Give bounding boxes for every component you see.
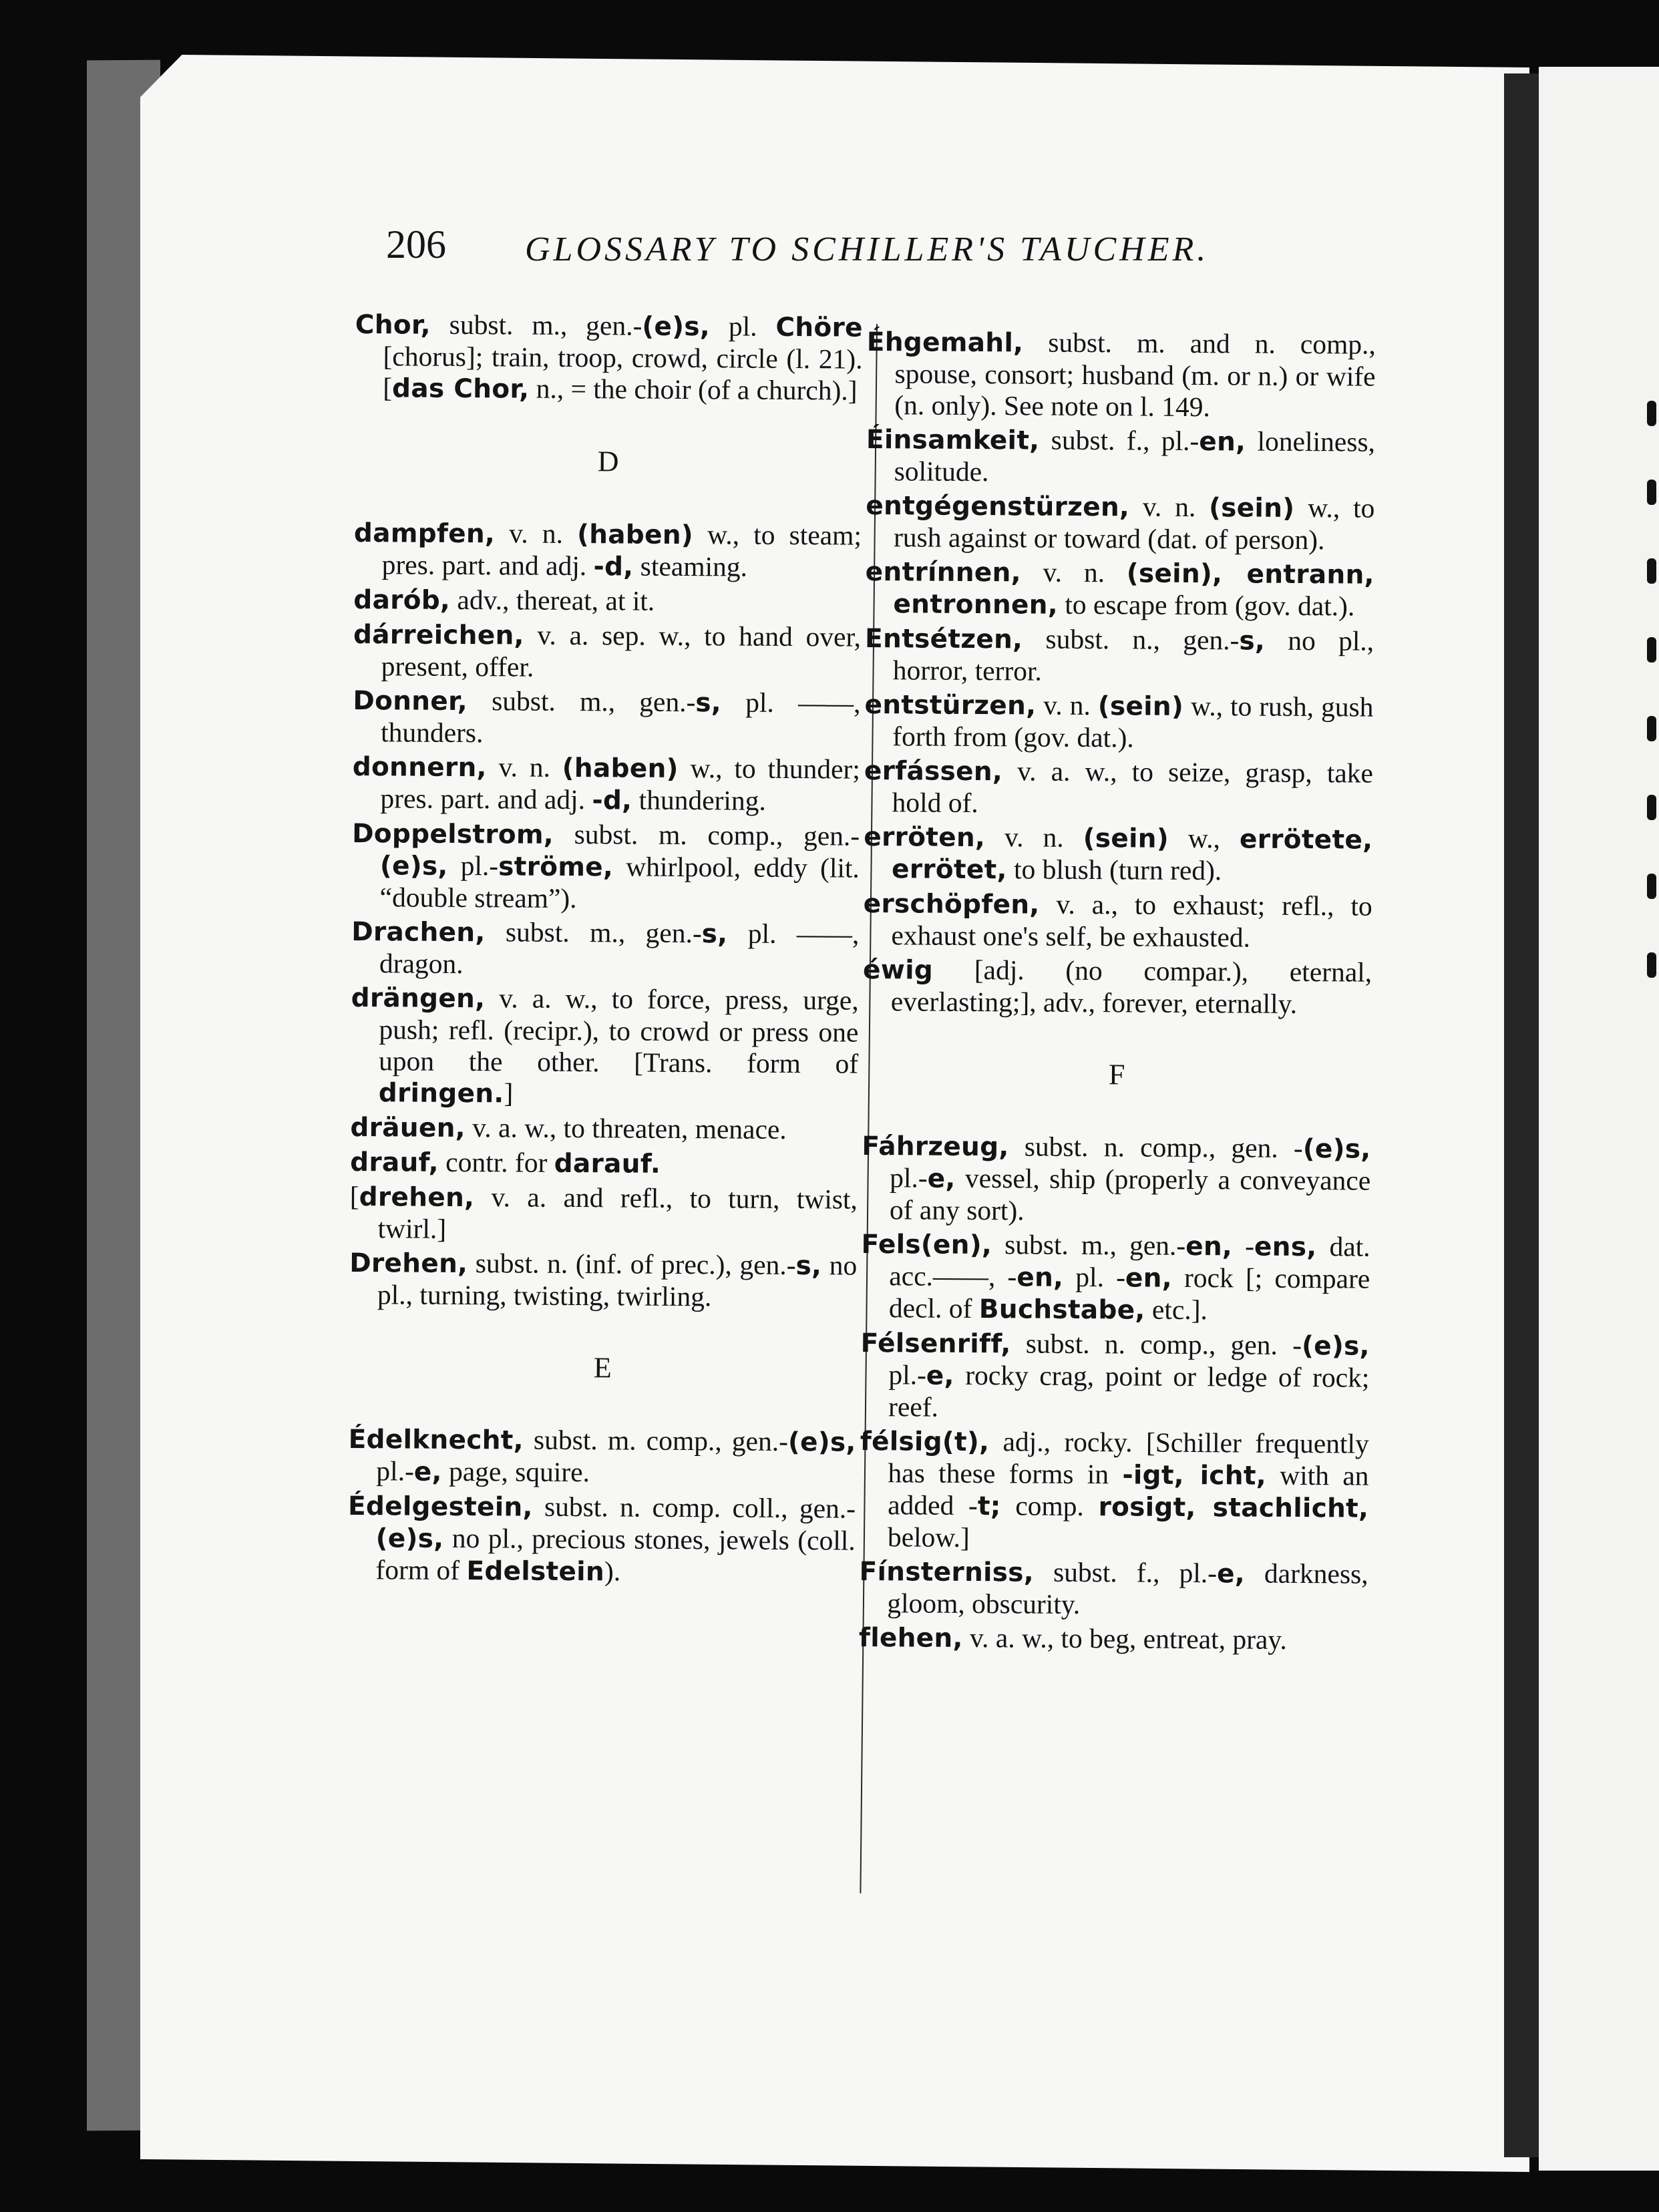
glossary-entry	[859, 1622, 1368, 1657]
bold-term: erfássen,	[864, 755, 1003, 787]
definition-text: v. n.	[494, 518, 578, 550]
definition-text: [	[349, 1180, 359, 1212]
bold-term: Doppelstrom,	[352, 818, 554, 850]
bold-term: Éinsamkeit,	[866, 424, 1040, 456]
definition-text: pl. ——, dragon.	[379, 918, 860, 980]
glossary-entry	[860, 1327, 1370, 1426]
glossary-entry	[353, 618, 862, 685]
definition-text: pl.	[709, 311, 776, 342]
definition-text: vessel, ship (properly a conveyance of any sort).	[889, 1162, 1371, 1226]
bold-term: das Chor,	[391, 373, 530, 405]
bold-term: Édelknecht,	[348, 1424, 524, 1456]
bold-term: Fels(en),	[861, 1229, 992, 1261]
definition-text: subst. m., gen.-	[485, 916, 702, 949]
section-heading-d: D	[597, 445, 619, 478]
glossary-entry	[353, 685, 861, 751]
definition-text: pl.-	[888, 1359, 927, 1391]
glossary-entry	[865, 556, 1374, 623]
bold-term: Donner,	[353, 685, 468, 717]
bold-term: drauf,	[350, 1147, 439, 1178]
bold-term: félsig(t),	[860, 1426, 990, 1458]
bold-term: (sein)	[1208, 493, 1295, 524]
definition-text: whirlpool, eddy (lit. “double stream”).	[379, 851, 860, 914]
bold-term: Édelgestein,	[347, 1491, 533, 1523]
glossary-entry	[860, 1425, 1369, 1556]
definition-text: subst. n., gen.-	[1023, 623, 1240, 656]
definition-text: pl.-	[376, 1455, 414, 1487]
definition-text: v. n.	[1021, 556, 1127, 588]
right-column	[859, 326, 1376, 1660]
bold-term: (e)s,	[379, 851, 448, 882]
definition-text: w., to rush, gush forth from (gov. dat.).	[892, 690, 1374, 753]
definition-text: subst. n. comp., gen. -	[1008, 1131, 1303, 1164]
bold-term: (haben)	[576, 520, 694, 551]
bold-term: -d,	[592, 785, 632, 816]
bold-term: drehen,	[359, 1182, 475, 1214]
definition-text: subst. m. and n. comp., spouse, consort; husband (m. or n.) or wife (n. only). See note on l. 149.	[894, 327, 1376, 423]
book-gutter	[1504, 73, 1539, 2157]
definition-text: w., to steam; pres. part. and adj.	[381, 519, 862, 582]
glossary-entry	[865, 622, 1374, 689]
definition-text: pl.-	[447, 850, 499, 882]
bold-term: ens,	[1254, 1232, 1317, 1263]
glossary-entry	[863, 954, 1372, 1021]
entries-top-right	[863, 326, 1376, 1021]
glossary-entry	[866, 490, 1375, 556]
bold-term: entstürzen,	[864, 689, 1037, 721]
glossary-entry	[351, 817, 860, 916]
glossary-entry	[864, 689, 1374, 755]
bold-term: Entsétzen,	[865, 623, 1023, 655]
bold-term: dárreichen,	[353, 619, 524, 651]
definition-text: etc.].	[1145, 1294, 1208, 1326]
bold-term: Drehen,	[349, 1248, 468, 1280]
glossary-entry	[351, 916, 860, 982]
glossary-entry	[866, 326, 1376, 424]
running-title: GLOSSARY TO SCHILLER'S TAUCHER.	[525, 230, 1210, 268]
definition-text: page, squire.	[441, 1455, 590, 1488]
left-column	[347, 309, 863, 1592]
definition-text: v. a. w., to threaten, menace.	[465, 1112, 787, 1145]
definition-text: contr. for	[438, 1146, 554, 1178]
bold-term: (sein), entrann, entronnen,	[893, 558, 1374, 620]
bold-term: entrínnen,	[865, 556, 1021, 588]
bold-term: (sein)	[1083, 823, 1169, 854]
bold-term: (e)s,	[1302, 1134, 1371, 1165]
definition-text: rocky crag, point or ledge of rock; reef.	[888, 1359, 1370, 1423]
definition-text: subst. n. comp. coll., gen.-	[532, 1491, 856, 1524]
bold-term: t;	[977, 1491, 1001, 1522]
glossary-entry	[349, 1247, 858, 1314]
definition-text: v. a. w., to beg, entreat, pray.	[962, 1622, 1287, 1655]
bold-term: (e)s,	[375, 1523, 444, 1554]
bold-term: darauf.	[554, 1148, 661, 1179]
bold-term: Éhgemahl,	[866, 327, 1024, 359]
definition-text: comp.	[1000, 1490, 1099, 1522]
bold-term: (e)s,	[1301, 1331, 1370, 1362]
section-heading-f: F	[1108, 1058, 1125, 1091]
definition-text: subst. m. comp., gen.-	[523, 1424, 789, 1457]
bold-term: erröten,	[864, 821, 986, 854]
glossary-entry	[350, 1111, 858, 1147]
bold-term: en,	[1017, 1262, 1064, 1293]
definition-text: pl.-	[890, 1162, 928, 1193]
definition-text: v. a. sep. w., to hand over, present, offer.	[381, 619, 862, 683]
definition-text: v. n.	[984, 821, 1083, 853]
definition-text: w., to thunder; pres. part. and adj.	[380, 752, 860, 815]
definition-text: w.,	[1168, 822, 1240, 854]
bold-term: e,	[413, 1457, 442, 1487]
definition-text: v. a., to exhaust; refl., to exhaust one's self, be exhausted.	[891, 888, 1372, 953]
bold-term: donnern,	[352, 751, 487, 783]
definition-text: subst. m., gen.-	[467, 685, 696, 718]
definition-text: subst. m., gen.-	[991, 1229, 1186, 1261]
definition-text: rock [; compare decl. of	[888, 1262, 1370, 1324]
glossary-entry	[349, 1181, 858, 1248]
definition-text: subst. f., pl.-	[1039, 424, 1200, 457]
bold-term: flehen,	[858, 1622, 963, 1654]
page-header	[386, 222, 1254, 289]
bold-term: rosigt, stachlicht,	[1098, 1492, 1369, 1524]
definition-text: darkness, gloom, obscurity.	[887, 1557, 1368, 1620]
bold-term: (sein)	[1097, 691, 1184, 722]
bold-term: dräuen,	[350, 1112, 466, 1144]
bold-term: e,	[1216, 1559, 1246, 1590]
glossary-entry	[864, 821, 1373, 888]
definition-text: [chorus]; train, troop, crowd, circle (l. 21). [	[383, 341, 863, 403]
bold-term: Fínsterniss,	[859, 1556, 1035, 1588]
bold-term: drängen,	[351, 982, 486, 1015]
glossary-entry	[863, 888, 1372, 954]
bold-term: Chöre	[775, 312, 863, 343]
facing-page-text-edge	[1647, 401, 1659, 1937]
bold-term: s,	[795, 1251, 822, 1282]
bold-term: e,	[927, 1163, 956, 1194]
definition-text: no pl., turning, twisting, twirling.	[377, 1250, 858, 1312]
bold-term: éwig	[862, 954, 934, 986]
definition-text: adv., thereat, at it.	[449, 584, 655, 616]
glossary-entry	[862, 1130, 1371, 1229]
definition-text: pl. -	[1063, 1261, 1126, 1293]
definition-text: ).	[604, 1555, 621, 1587]
definition-text: v. n.	[1036, 689, 1098, 721]
definition-text: -	[1232, 1230, 1255, 1262]
bold-term: en,	[1199, 427, 1246, 457]
definition-text: [adj. (no compar.), eternal, everlasting;], adv., forever, eternally.	[890, 954, 1372, 1019]
bold-term: dampfen,	[353, 518, 496, 550]
glossary-entry	[354, 517, 862, 584]
bold-term: erschöpfen,	[863, 888, 1040, 920]
bold-term: entgégenstürzen,	[866, 490, 1130, 523]
bold-term: Buchstabe,	[978, 1294, 1145, 1326]
glossary-entry	[347, 1490, 856, 1590]
page-number: 206	[386, 222, 446, 266]
entries-d	[349, 517, 862, 1314]
bold-term: Drachen,	[351, 916, 486, 948]
bold-term: -igt, icht,	[1122, 1460, 1267, 1491]
entries-f	[859, 1130, 1371, 1657]
bold-term: s,	[695, 688, 722, 719]
definition-text: no pl., precious stones, jewels (coll. form of	[375, 1522, 856, 1586]
definition-text: below.]	[887, 1521, 970, 1553]
definition-text: with an added -	[888, 1459, 1369, 1521]
facing-page	[1539, 67, 1659, 2171]
glossary-entry	[348, 1423, 856, 1491]
definition-text: w., to rush against or toward (dat. of person).	[893, 492, 1375, 556]
definition-text: steaming.	[633, 550, 748, 582]
bold-term: Fáhrzeug,	[862, 1131, 1009, 1163]
definition-text: n., = the choir (of a church).]	[529, 373, 858, 406]
bold-term: dringen.	[378, 1078, 504, 1109]
glossary-entry	[353, 584, 861, 619]
bold-term: Chor,	[355, 309, 431, 341]
definition-text: v. n.	[1129, 491, 1210, 523]
bold-term: e,	[926, 1360, 954, 1391]
definition-text: subst. m., gen.-	[430, 309, 642, 341]
bold-term: ströme,	[498, 852, 614, 883]
bold-term: Edelstein	[466, 1556, 605, 1588]
bold-term: (haben)	[562, 753, 679, 784]
entries-e	[347, 1423, 856, 1590]
definition-text: subst. m. comp., gen.-	[553, 818, 860, 852]
definition-text: subst. f., pl.-	[1033, 1556, 1218, 1589]
definition-text: loneliness, solitude.	[894, 425, 1376, 488]
definition-text: adj., rocky. [Schiller frequently has these forms in	[888, 1426, 1369, 1490]
bold-term: Félsenriff,	[860, 1328, 1011, 1360]
glossary-entry	[866, 423, 1376, 490]
definition-text: no pl., horror, terror.	[892, 624, 1374, 687]
glossary-entry	[350, 1146, 858, 1181]
definition-text: thundering.	[632, 784, 766, 816]
glossary-entry	[352, 751, 860, 818]
bold-term: en,	[1185, 1231, 1233, 1262]
bold-term: (e)s,	[642, 311, 711, 343]
definition-text: v. a. and refl., to turn, twist, twirl.]	[377, 1181, 858, 1244]
section-heading-e: E	[593, 1351, 612, 1385]
bold-term: darób,	[353, 584, 451, 616]
glossary-entry	[351, 982, 859, 1112]
bold-term: (e)s,	[787, 1427, 856, 1458]
bold-term: errötete, errötet,	[891, 824, 1373, 886]
definition-text: v. a. w., to force, press, urge, push; refl. (recipr.), to crowd or press one upon the other. [Trans. form of	[378, 982, 859, 1079]
definition-text: pl. ——, thunders.	[380, 687, 861, 749]
definition-text: to escape from (gov. dat.).	[1057, 588, 1355, 622]
entries-top-left	[355, 309, 863, 407]
bold-term: en,	[1125, 1263, 1173, 1294]
definition-text: v. a. w., to seize, grasp, take hold of.	[892, 755, 1374, 819]
definition-text: v. n.	[486, 751, 562, 783]
glossary-entry	[355, 309, 863, 407]
bold-term: s,	[701, 919, 728, 950]
bold-term: -d,	[593, 552, 634, 582]
definition-text: subst. n. (inf. of prec.), gen.-	[468, 1248, 796, 1281]
glossary-entry	[864, 755, 1373, 821]
definition-text: ]	[504, 1077, 514, 1109]
glossary-entry	[859, 1555, 1368, 1622]
definition-text: dat. acc.——, -	[889, 1231, 1370, 1292]
glossary-entry	[861, 1228, 1370, 1328]
definition-text: to blush (turn red).	[1006, 854, 1222, 886]
bold-term: s,	[1239, 626, 1266, 657]
definition-text: subst. n. comp., gen. -	[1010, 1328, 1302, 1361]
